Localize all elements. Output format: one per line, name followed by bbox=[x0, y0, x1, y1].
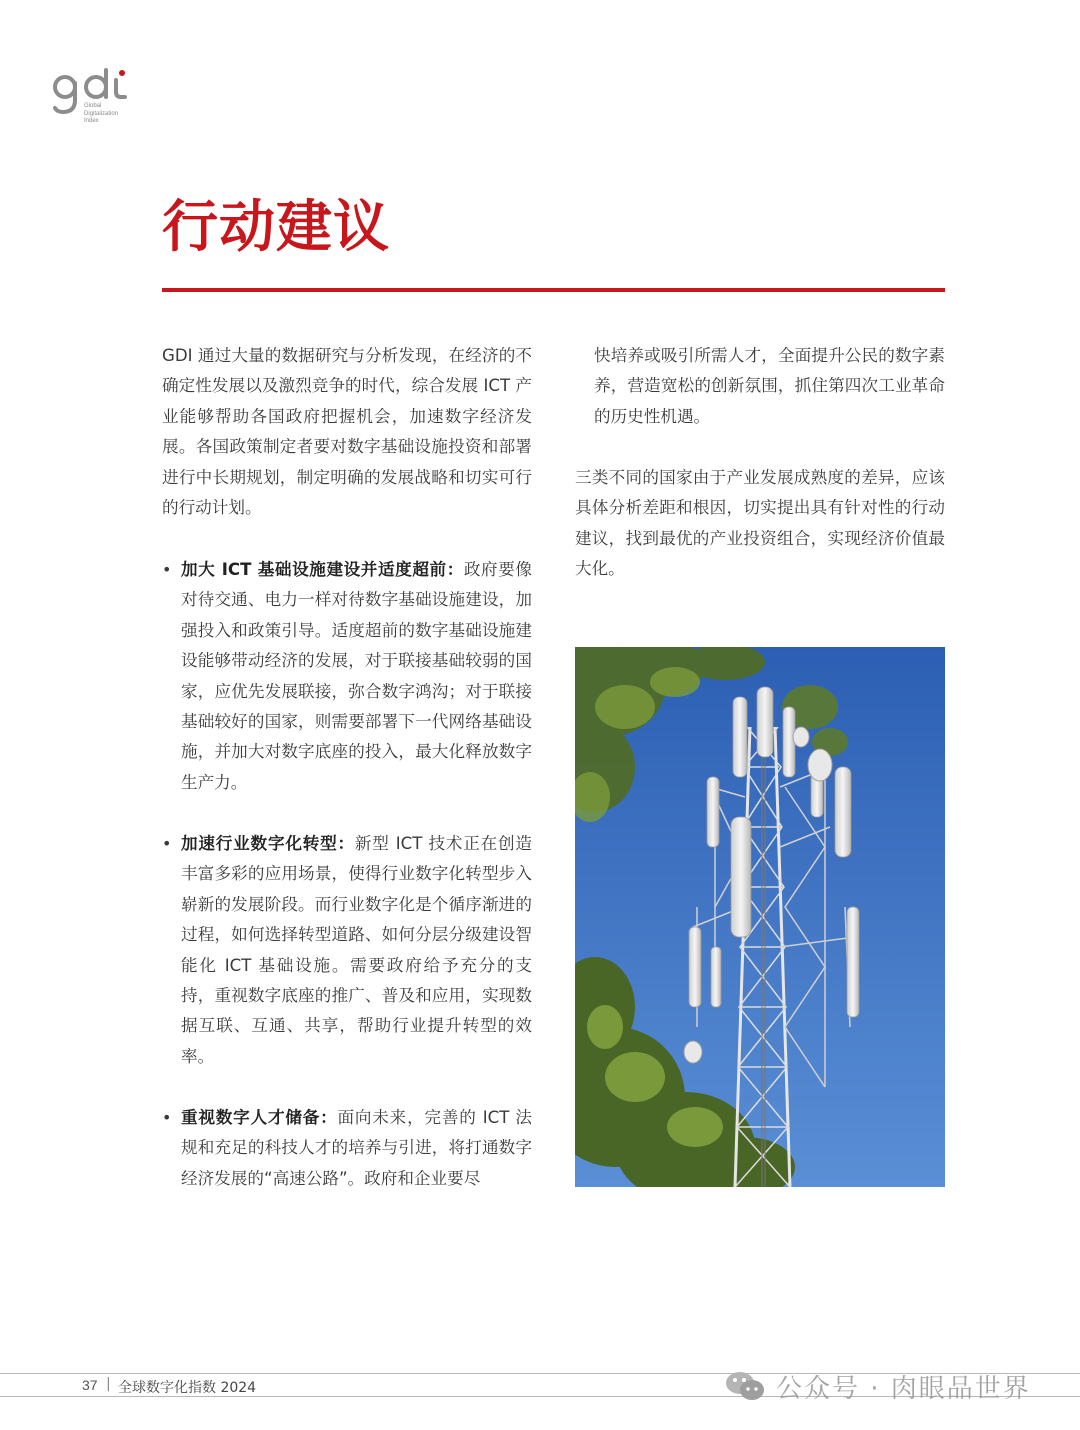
wechat-icon bbox=[724, 1369, 766, 1403]
logo-subtitle-line-2: Digitalization bbox=[84, 110, 119, 117]
bullet-heading-2: 加速行业数字化转型： bbox=[181, 834, 355, 853]
page-title: 行动建议 bbox=[162, 195, 390, 260]
right-paragraph: 三类不同的国家由于产业发展成熟度的差异，应该具体分析差距和根因，切实提出具有针对性的行动建议，找到最优的产业投资组合，实现经济价值最大化。 bbox=[575, 468, 945, 579]
bullet-marker-2: • bbox=[162, 834, 172, 853]
bullet-marker-1: • bbox=[162, 560, 172, 579]
bullet-text-2: 新型 ICT 技术正在创造丰富多彩的应用场景，使得行业数字化转型步入崭新的发展阶段。而行业数字化是个循序渐进的过程，如何选择转型道路、如何分层分级建设智能化 ICT 基础设施。需要政府给予充分的支持，重视数字底座的推广、普及和应用，实现数据互联、互通、共享，帮助行业提升转型的效率。 bbox=[181, 834, 532, 1066]
logo-subtitle-line-1: Global bbox=[84, 103, 102, 109]
bullet-marker-3: • bbox=[162, 1108, 172, 1127]
bullet-text-3: 面向未来，完善的 ICT 法规和充足的科技人才的培养与引进，将打通数字经济发展的“高速公路”。政府和企业要尽 bbox=[181, 1108, 532, 1188]
watermark-text: 公众号 · 肉眼品世界 bbox=[776, 1373, 1031, 1404]
bullet-item-industry bbox=[181, 829, 532, 1072]
bullet-item-talent bbox=[181, 1103, 532, 1194]
footer-doc-title: 全球数字化指数 2024 bbox=[118, 1380, 257, 1396]
logo-subtitle-line-3: Index bbox=[84, 118, 99, 124]
title-divider bbox=[162, 288, 945, 292]
bullet-heading-1: 加大 ICT 基础设施建设并适度超前： bbox=[181, 560, 464, 579]
page-number: 37 bbox=[82, 1377, 98, 1393]
logo-subtitle bbox=[84, 103, 118, 126]
right-continuation-paragraph: 快培养或吸引所需人才，全面提升公民的数字素养，营造宽松的创新氛围，抓住第四次工业革命的历史性机遇。 bbox=[594, 346, 945, 426]
bullet-item-infrastructure bbox=[181, 555, 532, 798]
bullet-text-1: 政府要像对待交通、电力一样对待数字基础设施建设，加强投入和政策引导。适度超前的数字基础设施建设能够带动经济的发展，对于联接基础较弱的国家，应优先发展联接，弥合数字鸿沟；对于联接基础较好的国家，则需要部署下一代网络基础设施，并加大对数字底座的投入，最大化释放数字生产力。 bbox=[181, 560, 532, 792]
intro-paragraph: GDI 通过大量的数据研究与分析发现，在经济的不确定性发展以及激烈竞争的时代，综合发展 ICT 产业能够帮助各国政府把握机会，加速数字经济发展。各国政策制定者要对数字基础设施投资和部署进行中长期规划，制定明确的发展战略和切实可行的行动计划。 bbox=[162, 346, 532, 518]
telecom-tower-photo bbox=[575, 647, 945, 1187]
wechat-watermark bbox=[724, 1367, 1031, 1405]
footer-separator: | bbox=[106, 1376, 111, 1392]
bullet-heading-3: 重视数字人才储备： bbox=[181, 1108, 338, 1127]
